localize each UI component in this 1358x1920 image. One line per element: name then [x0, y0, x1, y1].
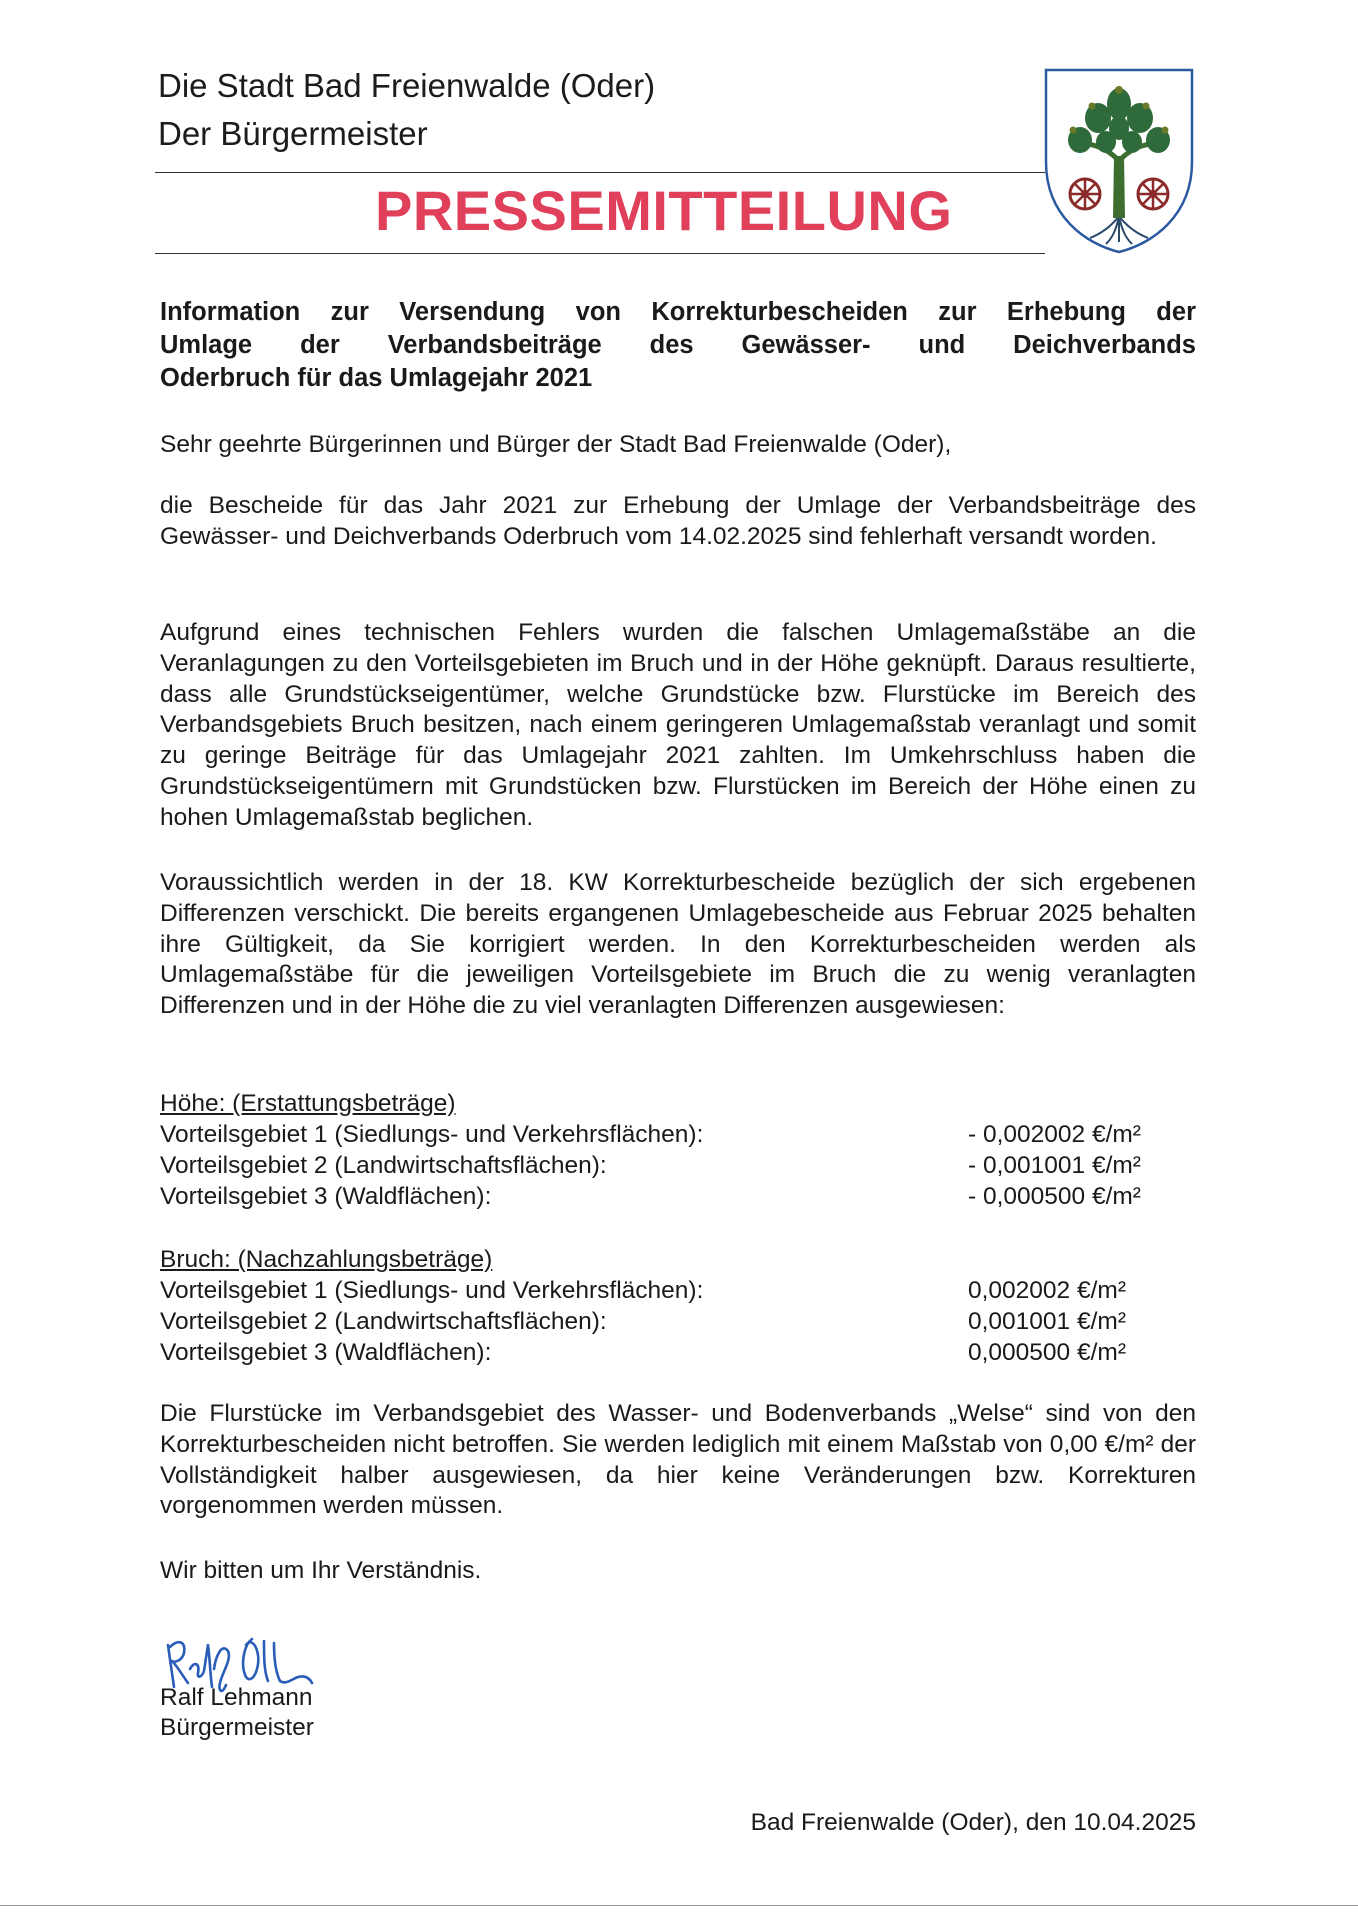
- signer-name: Ralf Lehmann: [160, 1684, 313, 1711]
- rate-row: [160, 1337, 1196, 1368]
- rates-bruch-section: [160, 1244, 1196, 1368]
- rate-label: Vorteilsgebiet 2 (Landwirtschaftsflächen):: [160, 1152, 607, 1179]
- headline-line: Information zur Versendung von Korrekturbescheiden zur Erhebung der: [160, 298, 1196, 326]
- paragraph-welse-exemption: Die Flurstücke im Verbandsgebiet des Wasser- und Bodenverbands „Welse“ sind von den Korrekturbescheiden nicht betroffen. Sie werden lediglich mit einem Maßstab von 0,00 €/m² der Vollständigkeit halber ausgewiesen, da hier keine Veränderungen bzw. Korrekturen vorgenommen werden müssen.: [160, 1400, 1196, 1520]
- salutation: Sehr geehrte Bürgerinnen und Bürger der Stadt Bad Freienwalde (Oder),: [160, 431, 952, 458]
- rate-row: [160, 1275, 1196, 1306]
- rate-value: - 0,000500 €/m²: [968, 1183, 1141, 1210]
- paragraph-technical-error: Aufgrund eines technischen Fehlers wurden die falschen Umlagemaßstäbe an die Veranlagungen zu den Vorteilsgebieten im Bruch und in der Höhe geknüpft. Daraus resultierte, dass alle Grundstückseigentümer, welche Grundstücke bzw. Flurstücke im Bereich des Verbandsgebiets Bruch besitzen, nach einem geringeren Umlagemaßstab veranlagt und somit zu geringe Beiträge für das Umlagejahr 2021 zahlten. Im Umkehrschluss haben die Grundstückseigentümern mit Grundstücken bzw. Flurstücken im Bereich der Höhe einen zu hohen Umlagemaßstab beglichen.: [160, 619, 1196, 831]
- rate-row: [160, 1119, 1196, 1150]
- rate-label: Vorteilsgebiet 3 (Waldflächen):: [160, 1339, 492, 1366]
- rate-value: 0,001001 €/m²: [968, 1308, 1126, 1335]
- rate-label: Vorteilsgebiet 1 (Siedlungs- und Verkehrsflächen):: [160, 1121, 704, 1148]
- rate-value: 0,000500 €/m²: [968, 1339, 1126, 1366]
- header-rule-top: [155, 172, 1045, 173]
- paragraph-faulty-notices: die Bescheide für das Jahr 2021 zur Erhebung der Umlage der Verbandsbeiträge des Gewässer- und Deichverbands Oderbruch vom 14.02.2025 sind fehlerhaft versandt worden.: [160, 492, 1196, 550]
- press-release-title: PRESSEMITTEILUNG: [375, 179, 953, 242]
- coat-of-arms-oak-tree-icon: [1040, 66, 1198, 256]
- rate-label: Vorteilsgebiet 2 (Landwirtschaftsflächen):: [160, 1308, 607, 1335]
- paragraph-correction-notices: Voraussichtlich werden in der 18. KW Korrekturbescheide bezüglich der sich ergebenen Differenzen verschickt. Die bereits ergangenen Umlagebescheide aus Februar 2025 behalten ihre Gültigkeit, da Sie korrigiert werden. In den Korrekturbescheiden werden als Umlagemaßstäbe für die jeweiligen Vorteilsgebiete im Bruch die zu wenig veranlagten Differenzen und in der Höhe die zu viel veranlagten Differenzen ausgewiesen:: [160, 869, 1196, 1020]
- headline-line: Umlage der Verbandsbeiträge des Gewässer- und Deichverbands: [160, 331, 1196, 359]
- issuer-office: Der Bürgermeister: [158, 115, 428, 152]
- rates-hoehe-heading: Höhe: (Erstattungsbeträge): [160, 1090, 456, 1117]
- rate-row: [160, 1306, 1196, 1337]
- rates-hoehe-section: [160, 1088, 1196, 1212]
- rate-label: Vorteilsgebiet 3 (Waldflächen):: [160, 1183, 492, 1210]
- headline-line: Oderbruch für das Umlagejahr 2021: [160, 364, 593, 392]
- header-rule-bottom: [155, 253, 1045, 254]
- issuer-city: Die Stadt Bad Freienwalde (Oder): [158, 67, 656, 104]
- rate-value: - 0,001001 €/m²: [968, 1152, 1141, 1179]
- rate-row: [160, 1150, 1196, 1181]
- rate-value: - 0,002002 €/m²: [968, 1121, 1141, 1148]
- closing-line: Wir bitten um Ihr Verständnis.: [160, 1557, 482, 1584]
- rate-value: 0,002002 €/m²: [968, 1277, 1126, 1304]
- footer-rule: [0, 1905, 1358, 1906]
- headline: [160, 296, 1196, 395]
- rate-row: [160, 1181, 1196, 1212]
- place-and-date: Bad Freienwalde (Oder), den 10.04.2025: [750, 1809, 1196, 1836]
- signer-title: Bürgermeister: [160, 1714, 314, 1741]
- rates-bruch-heading: Bruch: (Nachzahlungsbeträge): [160, 1246, 493, 1273]
- rate-label: Vorteilsgebiet 1 (Siedlungs- und Verkehrsflächen):: [160, 1277, 704, 1304]
